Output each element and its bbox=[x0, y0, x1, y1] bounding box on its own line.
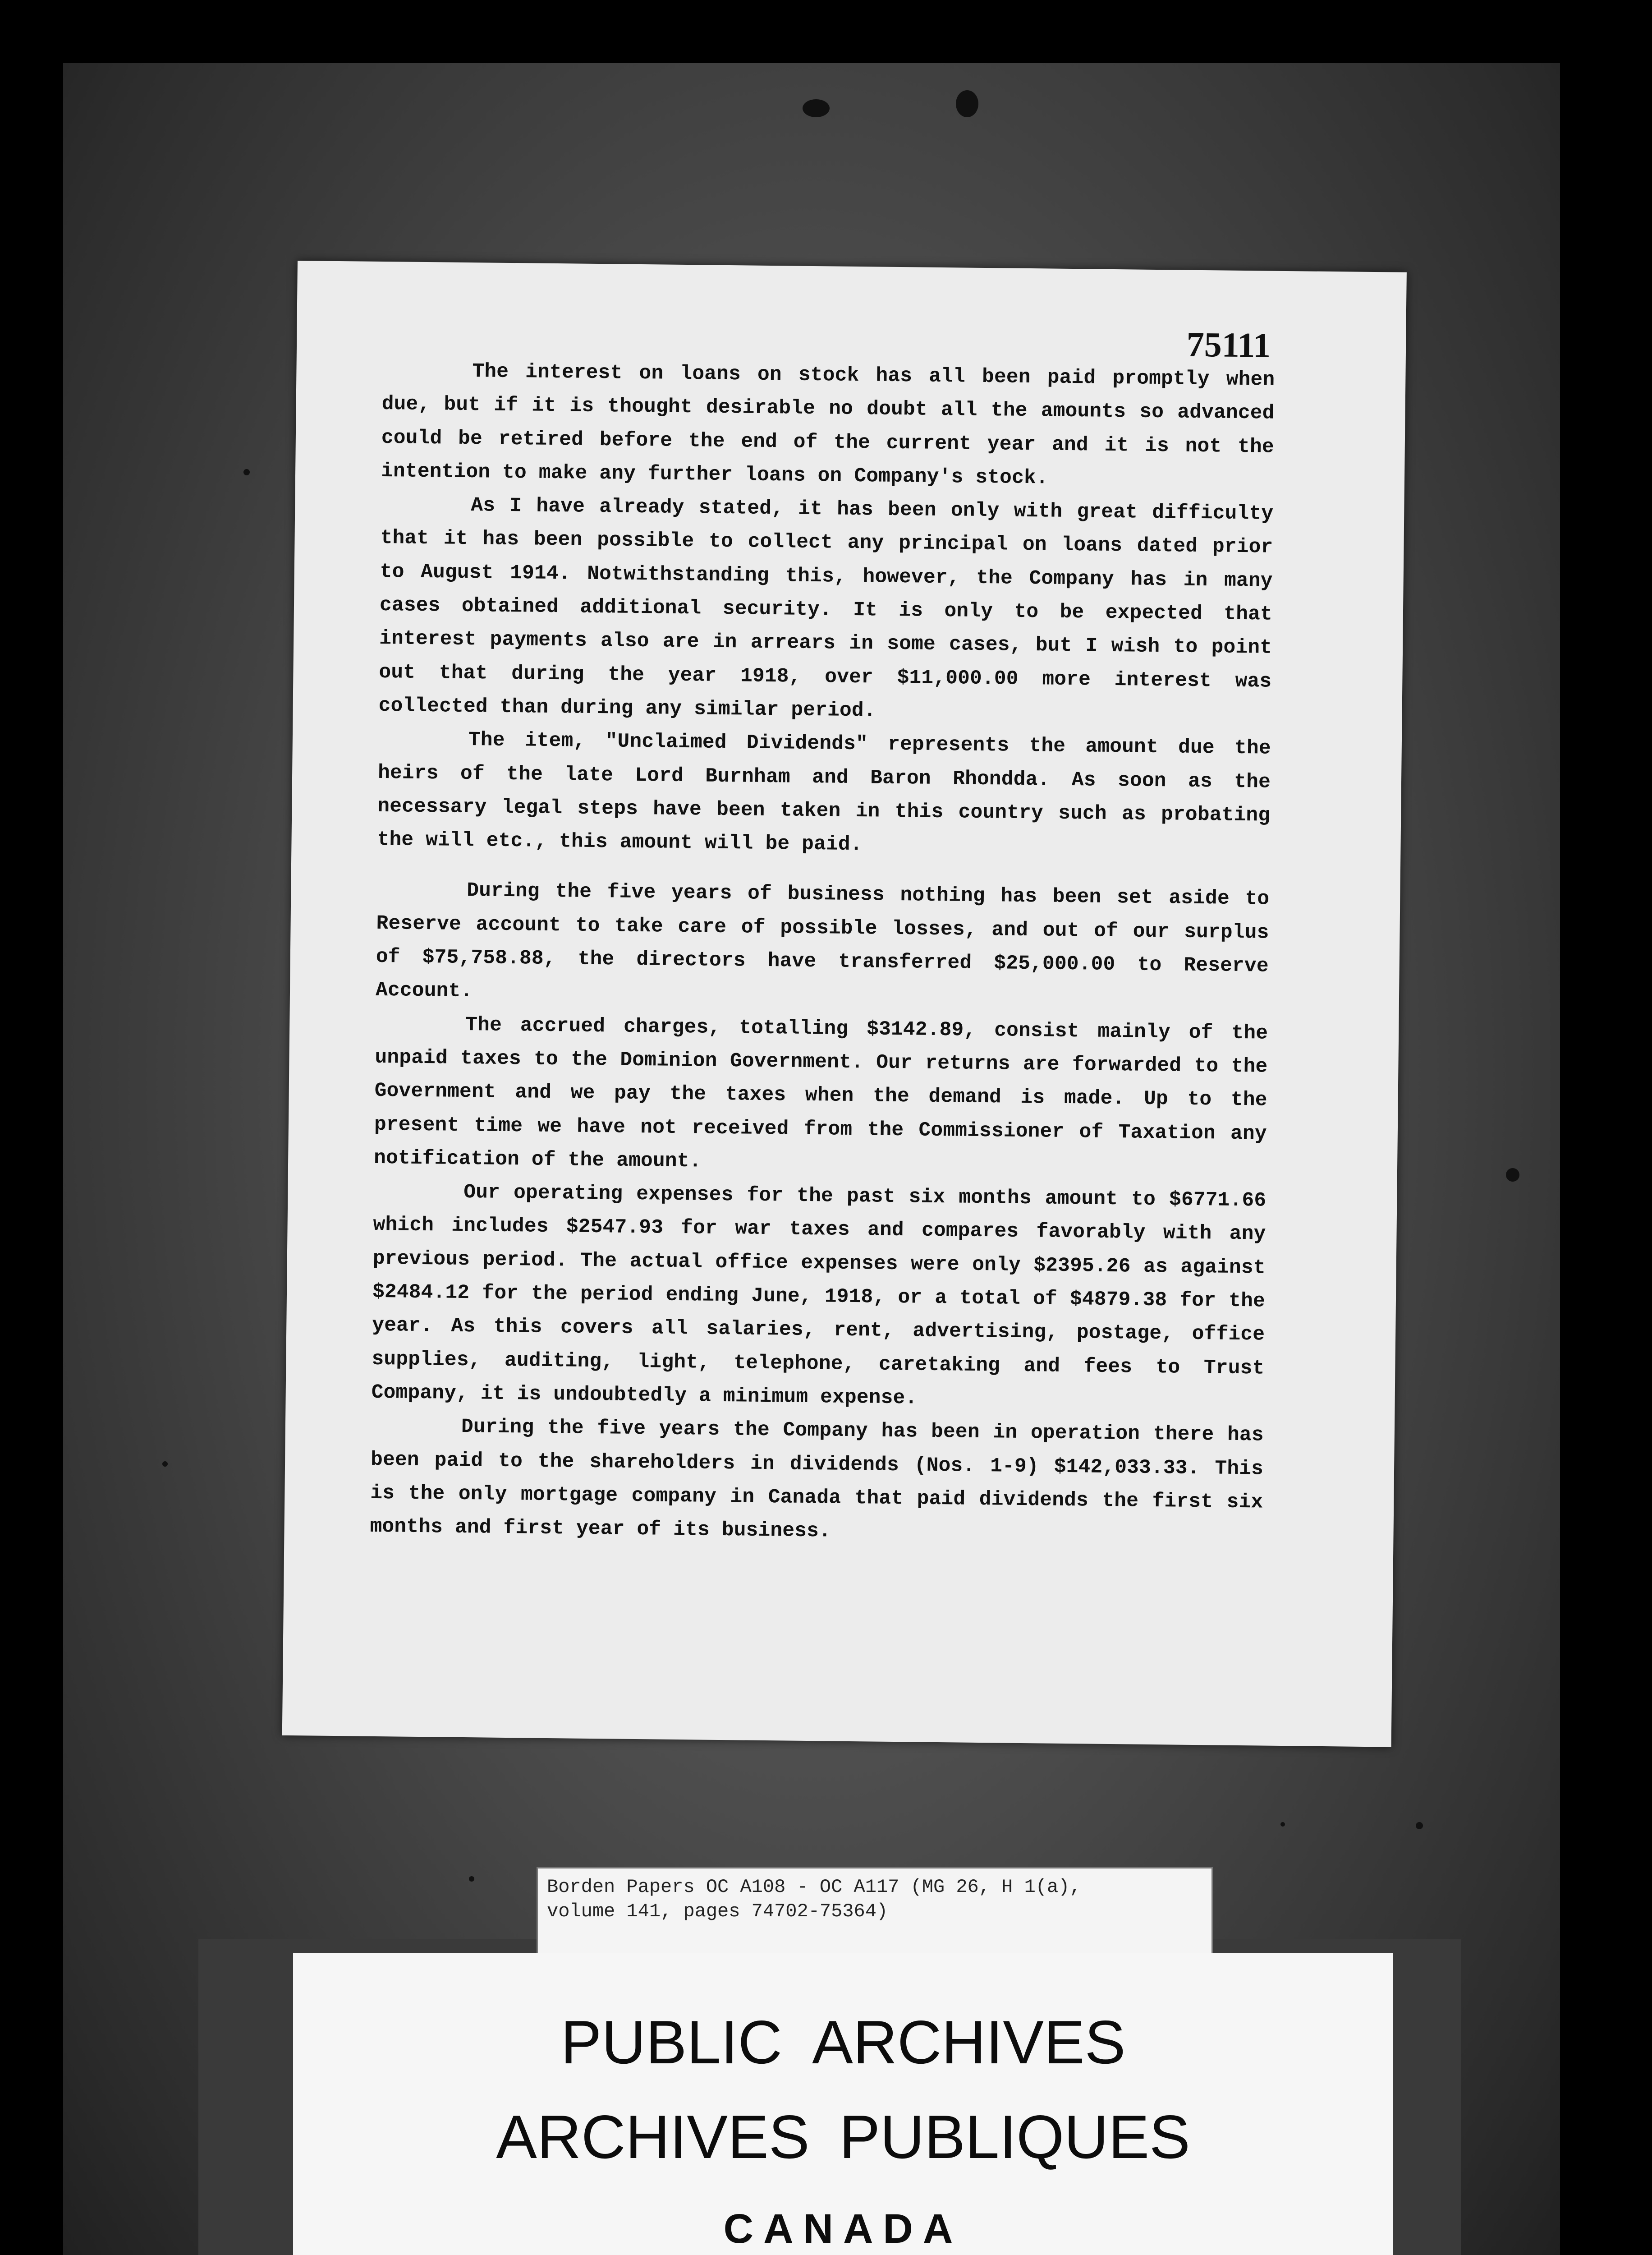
archives-english-title: PUBLIC ARCHIVES bbox=[560, 2008, 1126, 2076]
paragraph-principal-collection: As I have already stated, it has been only with great difficulty that it has been possible to collect any principal on loans dated prior to August 1914. Notwithstanding this, however, the Company has in many cases obtained additional security. It is only to be expected that interest payments also are in arrears in some cases, but I wish to point out that during the year 1918, over $11,000.00 more interest was collected than during any similar period. bbox=[378, 494, 1274, 723]
paragraph-dividends-paid: During the five years the Company has been in operation there has been paid to the shareholders in dividends (Nos. 1-9) $142,033.33. This is the only mortgage company in Canada that paid dividends the first six months and first year of its business. bbox=[370, 1416, 1264, 1543]
archives-country: CANADA bbox=[723, 2206, 963, 2252]
citation-line-1: Borden Papers OC A108 - OC A117 (MG 26, H 1(a), bbox=[547, 1876, 1081, 1898]
citation-label bbox=[537, 1867, 1213, 1962]
paragraph-operating-expenses: Our operating expenses for the past six months amount to $6771.66 which includes $2547.93 for war taxes and compares favorably with any previous period. The actual office expenses were only $2395.26 as against $2484.12 for the period ending June, 1918, or a total of $4879.38 for the year. As this covers all salaries, rent, advertising, postage, office supplies, auditing, light, telephone, caretaking and fees to Trust Company, it is undoubtedly a minimum expense. bbox=[371, 1181, 1267, 1410]
paragraph-unclaimed-dividends: The item, "Unclaimed Dividends" represents the amount due the heirs of the late Lord Burnham and Baron Rhondda. As soon as the necessary legal steps have been taken in this country such as probating the will etc., this amount will be paid. bbox=[377, 729, 1271, 856]
page-number: 75111 bbox=[1186, 324, 1271, 365]
archives-card bbox=[293, 1953, 1393, 2255]
paragraph-accrued-charges: The accrued charges, totalling $3142.89, consist mainly of the unpaid taxes to the Dominion Government. Our returns are forwarded to the Government and we pay the taxes when the demand is made. Up to the present time we have not received from the Commissioner of Taxation any notification of the amount. bbox=[373, 1013, 1268, 1173]
paragraph-loans-on-stock: The interest on loans on stock has all been paid promptly when due, but if it is thought desirable no doubt all the amounts so advanced could be retired before the end of the current year and it is not the intention to make any further loans on Company's stock. bbox=[381, 360, 1275, 490]
archives-french-title: ARCHIVES PUBLIQUES bbox=[496, 2103, 1190, 2171]
letter-body bbox=[370, 354, 1275, 1553]
citation-line-2: volume 141, pages 74702-75364) bbox=[547, 1901, 888, 1922]
paragraph-reserve-account: During the five years of business nothing has been set aside to Reserve account to take care of possible losses, and out of our surplus of $75,758.88, the directors have transferred $25,000.00 to Reserve Account. bbox=[375, 879, 1270, 1003]
document-page bbox=[282, 261, 1407, 1747]
